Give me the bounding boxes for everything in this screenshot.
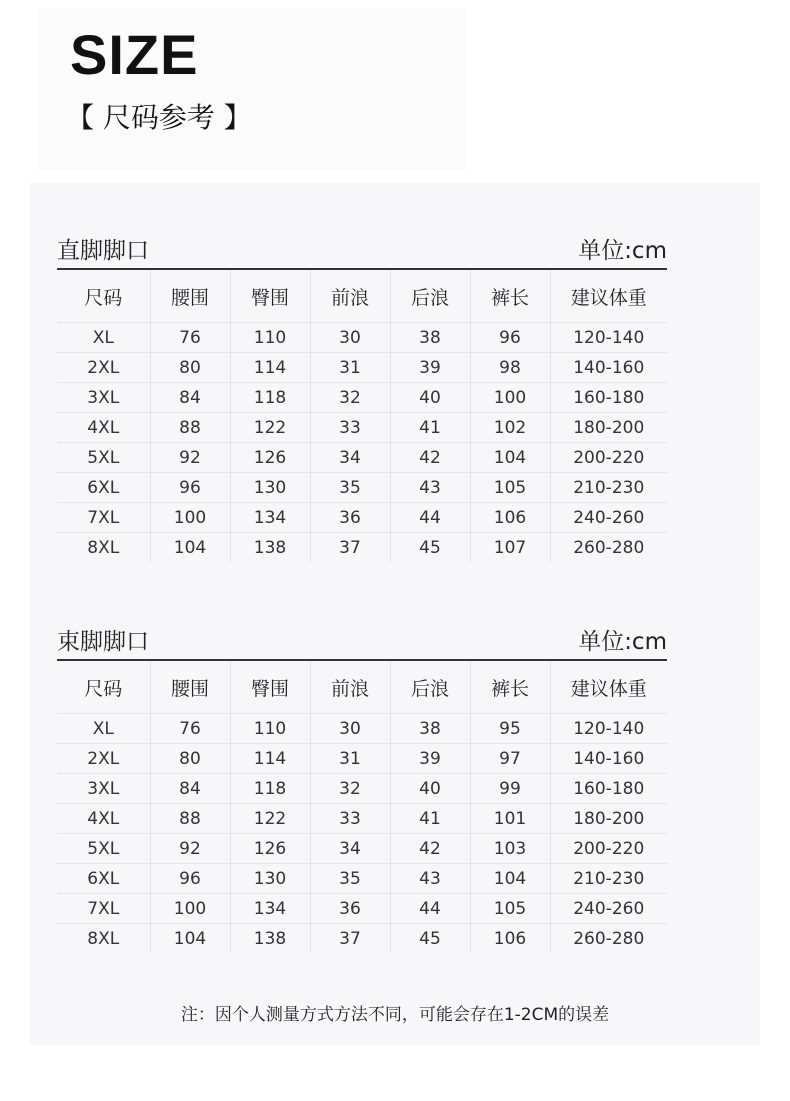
table-cell: 140-160 <box>550 744 667 774</box>
section-title: 直脚脚口 <box>57 238 149 264</box>
table-cell: 260-280 <box>550 924 667 954</box>
table-cell: 34 <box>310 834 390 864</box>
table-cell: 134 <box>230 894 310 924</box>
table-cell: 101 <box>470 804 550 834</box>
table-cell: 4XL <box>57 413 150 443</box>
section-title: 束脚脚口 <box>57 629 149 655</box>
table-cell: 84 <box>150 383 230 413</box>
table-row <box>57 894 667 924</box>
table-cell: 110 <box>230 714 310 744</box>
table-cell: 92 <box>150 834 230 864</box>
table-cell: 98 <box>470 353 550 383</box>
table-cell: 41 <box>390 413 470 443</box>
table-cell: 33 <box>310 804 390 834</box>
table-row <box>57 533 667 563</box>
column-header: 尺码 <box>57 661 150 714</box>
table-cell: 130 <box>230 864 310 894</box>
column-header: 裤长 <box>470 270 550 323</box>
table-cell: 97 <box>470 744 550 774</box>
table-cell: 40 <box>390 774 470 804</box>
table-cell: 38 <box>390 714 470 744</box>
table-header-row <box>57 270 667 323</box>
column-header: 后浪 <box>390 270 470 323</box>
table-cell: 240-260 <box>550 894 667 924</box>
table-cell: 160-180 <box>550 774 667 804</box>
size-table <box>57 661 667 953</box>
table-cell: 30 <box>310 714 390 744</box>
column-header: 后浪 <box>390 661 470 714</box>
table-cell: 105 <box>470 473 550 503</box>
table-cell: 96 <box>150 473 230 503</box>
table-cell: 210-230 <box>550 473 667 503</box>
table-cell: 43 <box>390 864 470 894</box>
table-cell: 118 <box>230 774 310 804</box>
table-cell: 45 <box>390 533 470 563</box>
table-cell: 35 <box>310 864 390 894</box>
table-cell: 104 <box>150 533 230 563</box>
table-cell: 122 <box>230 804 310 834</box>
column-header: 腰围 <box>150 661 230 714</box>
table-cell: 43 <box>390 473 470 503</box>
size-table <box>57 270 667 562</box>
table-row <box>57 323 667 353</box>
table-row <box>57 834 667 864</box>
table-cell: 92 <box>150 443 230 473</box>
table-cell: 114 <box>230 353 310 383</box>
table-cell: 34 <box>310 443 390 473</box>
table-cell: 100 <box>150 894 230 924</box>
table-cell: 84 <box>150 774 230 804</box>
table-row <box>57 744 667 774</box>
table-row <box>57 383 667 413</box>
table-cell: 2XL <box>57 744 150 774</box>
table-cell: 96 <box>470 323 550 353</box>
table-cell: 37 <box>310 924 390 954</box>
table-cell: 105 <box>470 894 550 924</box>
table-cell: 106 <box>470 924 550 954</box>
table-cell: 200-220 <box>550 834 667 864</box>
table-cell: 2XL <box>57 353 150 383</box>
table-cell: 104 <box>470 443 550 473</box>
table-cell: 138 <box>230 924 310 954</box>
measurement-note: 注：因个人测量方式方法不同，可能会存在1-2CM的误差 <box>180 1005 610 1025</box>
table-cell: 33 <box>310 413 390 443</box>
table-cell: 8XL <box>57 533 150 563</box>
table-cell: 99 <box>470 774 550 804</box>
table-cell: 44 <box>390 894 470 924</box>
tapered-leg-section <box>57 619 667 953</box>
table-cell: 32 <box>310 383 390 413</box>
table-row <box>57 503 667 533</box>
table-cell: 7XL <box>57 503 150 533</box>
table-cell: 32 <box>310 774 390 804</box>
table-row <box>57 473 667 503</box>
table-cell: 3XL <box>57 383 150 413</box>
table-cell: 38 <box>390 323 470 353</box>
table-cell: 140-160 <box>550 353 667 383</box>
table-cell: XL <box>57 714 150 744</box>
table-cell: 31 <box>310 744 390 774</box>
section-header <box>57 619 667 661</box>
table-row <box>57 804 667 834</box>
table-cell: 76 <box>150 323 230 353</box>
section-header <box>57 228 667 270</box>
table-cell: 41 <box>390 804 470 834</box>
table-cell: 36 <box>310 503 390 533</box>
table-cell: 126 <box>230 834 310 864</box>
table-body <box>57 714 667 954</box>
page-title: SIZE <box>70 23 199 86</box>
unit-label: 单位:cm <box>578 238 667 264</box>
table-row <box>57 443 667 473</box>
table-cell: 7XL <box>57 894 150 924</box>
table-cell: 31 <box>310 353 390 383</box>
table-cell: 100 <box>150 503 230 533</box>
table-row <box>57 714 667 744</box>
table-cell: 6XL <box>57 473 150 503</box>
table-cell: 104 <box>470 864 550 894</box>
table-cell: 126 <box>230 443 310 473</box>
column-header: 尺码 <box>57 270 150 323</box>
table-cell: 35 <box>310 473 390 503</box>
table-body <box>57 323 667 563</box>
table-cell: 76 <box>150 714 230 744</box>
table-cell: XL <box>57 323 150 353</box>
table-cell: 45 <box>390 924 470 954</box>
column-header: 建议体重 <box>550 661 667 714</box>
table-cell: 95 <box>470 714 550 744</box>
table-header-row <box>57 661 667 714</box>
column-header: 腰围 <box>150 270 230 323</box>
table-cell: 39 <box>390 353 470 383</box>
table-cell: 96 <box>150 864 230 894</box>
table-row <box>57 353 667 383</box>
table-cell: 37 <box>310 533 390 563</box>
table-cell: 110 <box>230 323 310 353</box>
table-cell: 30 <box>310 323 390 353</box>
table-cell: 240-260 <box>550 503 667 533</box>
table-cell: 42 <box>390 834 470 864</box>
table-cell: 180-200 <box>550 413 667 443</box>
table-cell: 122 <box>230 413 310 443</box>
table-cell: 88 <box>150 804 230 834</box>
table-cell: 40 <box>390 383 470 413</box>
table-cell: 120-140 <box>550 714 667 744</box>
table-cell: 5XL <box>57 443 150 473</box>
table-row <box>57 774 667 804</box>
table-cell: 88 <box>150 413 230 443</box>
table-cell: 103 <box>470 834 550 864</box>
column-header: 臀围 <box>230 270 310 323</box>
page-subtitle: 【 尺码参考 】 <box>66 101 252 134</box>
table-cell: 42 <box>390 443 470 473</box>
table-cell: 114 <box>230 744 310 774</box>
table-cell: 134 <box>230 503 310 533</box>
table-row <box>57 413 667 443</box>
unit-label: 单位:cm <box>578 629 667 655</box>
table-cell: 8XL <box>57 924 150 954</box>
table-cell: 260-280 <box>550 533 667 563</box>
table-cell: 5XL <box>57 834 150 864</box>
table-cell: 200-220 <box>550 443 667 473</box>
table-cell: 138 <box>230 533 310 563</box>
table-cell: 102 <box>470 413 550 443</box>
column-header: 前浪 <box>310 661 390 714</box>
table-cell: 100 <box>470 383 550 413</box>
table-cell: 118 <box>230 383 310 413</box>
column-header: 建议体重 <box>550 270 667 323</box>
table-cell: 36 <box>310 894 390 924</box>
table-row <box>57 924 667 954</box>
column-header: 臀围 <box>230 661 310 714</box>
table-cell: 106 <box>470 503 550 533</box>
table-cell: 4XL <box>57 804 150 834</box>
table-cell: 3XL <box>57 774 150 804</box>
column-header: 前浪 <box>310 270 390 323</box>
table-cell: 6XL <box>57 864 150 894</box>
table-cell: 120-140 <box>550 323 667 353</box>
column-header: 裤长 <box>470 661 550 714</box>
table-cell: 80 <box>150 744 230 774</box>
table-row <box>57 864 667 894</box>
table-cell: 44 <box>390 503 470 533</box>
table-cell: 80 <box>150 353 230 383</box>
table-cell: 160-180 <box>550 383 667 413</box>
table-cell: 180-200 <box>550 804 667 834</box>
table-cell: 210-230 <box>550 864 667 894</box>
table-cell: 107 <box>470 533 550 563</box>
straight-leg-section <box>57 228 667 562</box>
table-cell: 104 <box>150 924 230 954</box>
table-cell: 39 <box>390 744 470 774</box>
table-cell: 130 <box>230 473 310 503</box>
